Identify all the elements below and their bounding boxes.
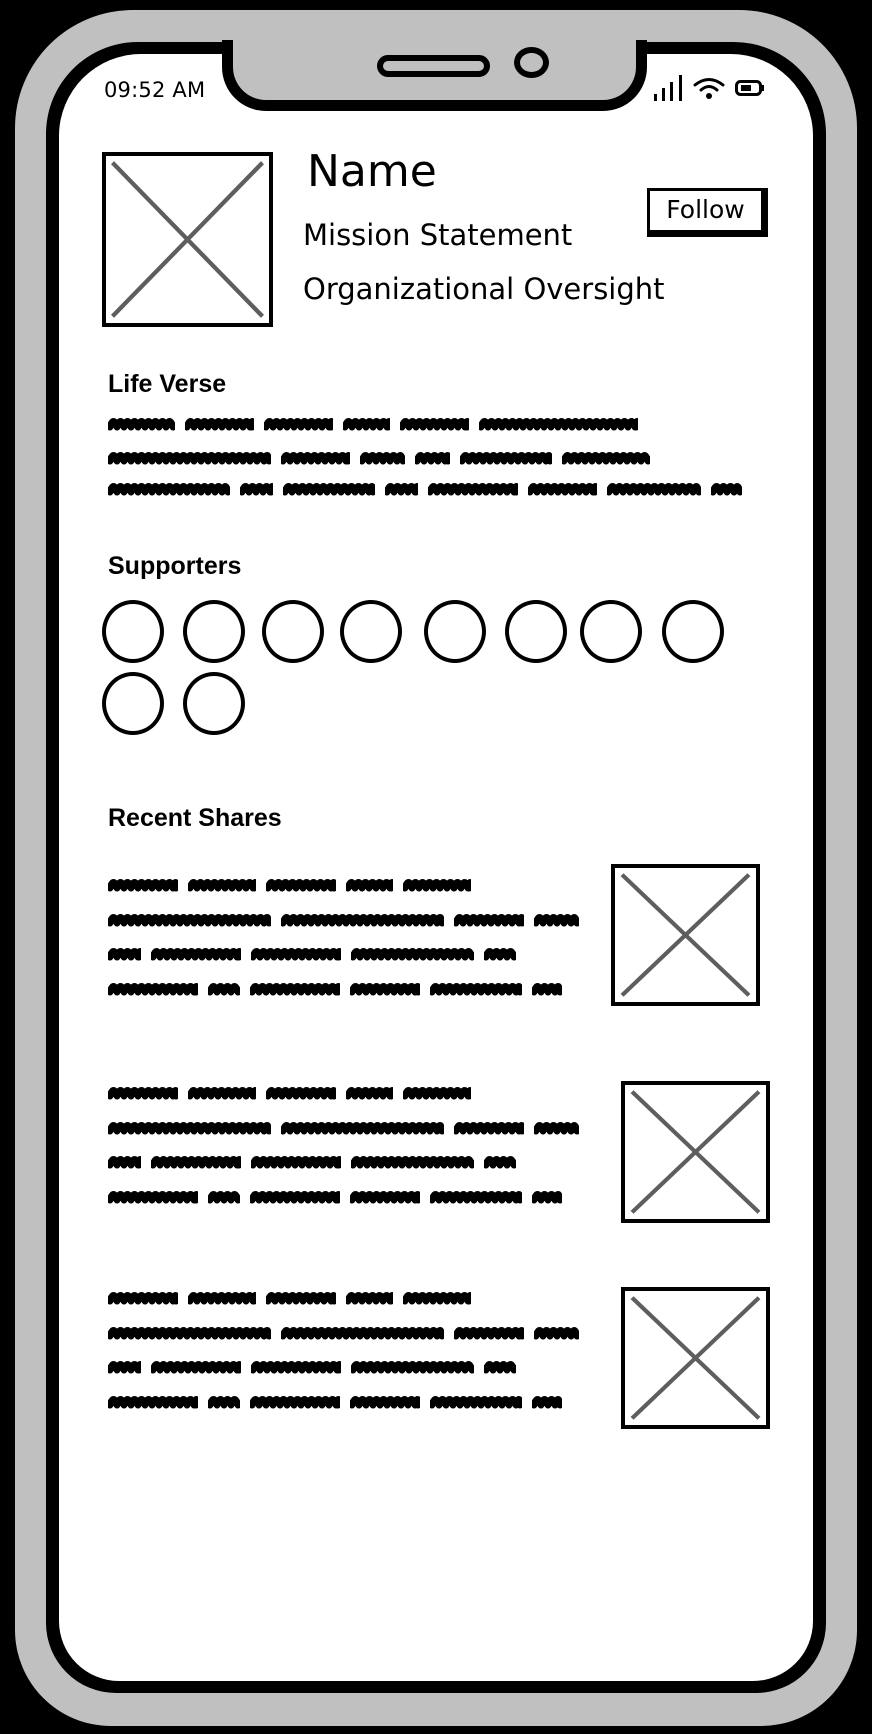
profile-name: Name (307, 146, 437, 197)
placeholder-text-line (108, 1153, 516, 1169)
placeholder-text-line (108, 945, 516, 961)
image-placeholder-icon (625, 1085, 766, 1219)
share-thumbnail[interactable] (621, 1081, 770, 1223)
supporter-avatar[interactable] (424, 600, 486, 663)
speaker-icon (377, 55, 490, 77)
supporter-avatar[interactable] (505, 600, 567, 663)
image-placeholder-icon (615, 868, 756, 1002)
profile-avatar (102, 152, 273, 327)
recent-shares-title: Recent Shares (108, 804, 282, 832)
placeholder-text-line (108, 415, 638, 431)
supporter-avatar[interactable] (340, 600, 402, 663)
placeholder-text-line (108, 1289, 471, 1305)
wifi-icon (693, 77, 725, 99)
image-placeholder-icon (106, 156, 269, 323)
placeholder-text-line (108, 1119, 579, 1135)
placeholder-text-line (108, 1324, 579, 1340)
supporter-avatar[interactable] (662, 600, 724, 663)
status-time: 09:52 AM (104, 78, 206, 102)
placeholder-text-line (108, 911, 579, 927)
share-thumbnail[interactable] (621, 1287, 770, 1429)
placeholder-text-line (108, 876, 471, 892)
supporter-avatar[interactable] (102, 672, 164, 735)
battery-icon (735, 80, 765, 96)
share-thumbnail[interactable] (611, 864, 760, 1006)
placeholder-text-line (108, 1393, 562, 1409)
image-placeholder-icon (625, 1291, 766, 1425)
follow-button[interactable]: Follow (647, 188, 768, 237)
placeholder-text-line (108, 1188, 562, 1204)
supporter-avatar[interactable] (580, 600, 642, 663)
profile-mission-statement: Mission Statement (303, 218, 573, 252)
placeholder-text-line (108, 480, 742, 496)
supporter-avatar[interactable] (183, 600, 245, 663)
placeholder-text-line (108, 449, 650, 465)
placeholder-text-line (108, 980, 562, 996)
life-verse-title: Life Verse (108, 370, 227, 398)
signal-icon (653, 74, 684, 102)
supporters-title: Supporters (108, 552, 242, 580)
camera-icon (514, 47, 549, 78)
placeholder-text-line (108, 1358, 516, 1374)
supporter-avatar[interactable] (102, 600, 164, 663)
supporter-avatar[interactable] (262, 600, 324, 663)
profile-organizational-oversight: Organizational Oversight (303, 272, 665, 306)
placeholder-text-line (108, 1084, 471, 1100)
supporter-avatar[interactable] (183, 672, 245, 735)
